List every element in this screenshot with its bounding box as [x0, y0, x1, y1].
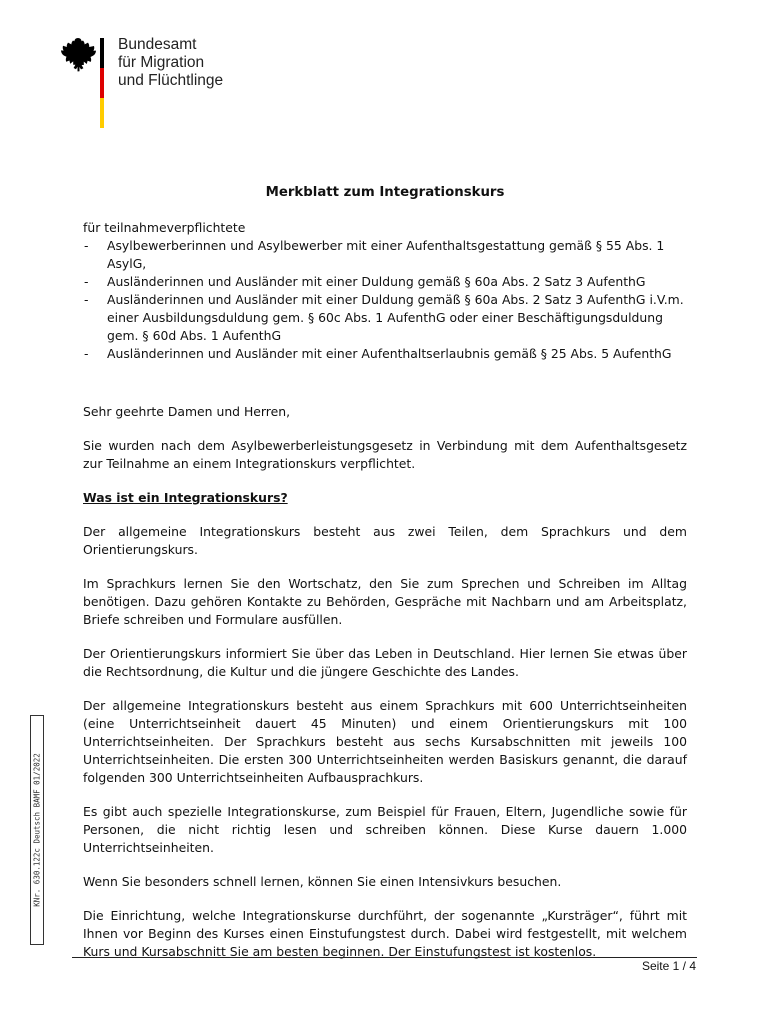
body-paragraph: Im Sprachkurs lernen Sie den Wortschatz, den Sie zum Sprechen und Schreiben im Alltag benötigen. Dazu gehören Kontakte zu Behörden, Gespräche mit Nachbarn und am Arbeitsplatz, Briefe schreiben und Formulare ausfüllen. — [83, 576, 687, 627]
list-item: - Ausländerinnen und Ausländer mit einer Duldung gemäß § 60a Abs. 2 Satz 3 AufenthG i.V.m. einer Ausbildungsduldung gem. § 60c Abs. 1 AufenthG oder einer Beschäftigungsduldung gem. § 60d Abs. 1 AufenthG — [83, 291, 687, 345]
section-heading: Was ist ein Integrationskurs? — [83, 490, 288, 505]
footer-divider — [72, 957, 697, 958]
flag-red-stripe — [100, 68, 104, 98]
body-paragraph: Die Einrichtung, welche Integrationskurse durchführt, der sogenannte „Kursträger“, führt mit Ihnen vor Beginn des Kurses einen Einstufungstest durch. Dabei wird festgestellt, mit welchem Kurs und Kursabschnitt Sie am besten beginnen. Der Einstufungstest ist kostenlos. — [83, 908, 687, 959]
flag-black-stripe — [100, 38, 104, 68]
body-paragraph: Es gibt auch spezielle Integrationskurse, zum Beispiel für Frauen, Eltern, Jugendliche sowie für Personen, die nicht richtig lesen und schreiben können. Diese Kurse dauern 1.000 Unterrichtseinheiten. — [83, 804, 687, 855]
salutation: Sehr geehrte Damen und Herren, — [83, 404, 291, 419]
form-code-box — [30, 715, 44, 945]
target-group-list — [83, 237, 687, 363]
logo-line: für Migration — [118, 54, 205, 71]
document-title: Merkblatt zum Integrationskurs — [265, 185, 505, 200]
body-paragraph: Der allgemeine Integrationskurs besteht aus zwei Teilen, dem Sprachkurs und dem Orientierungskurs. — [83, 524, 687, 557]
document-body — [83, 184, 687, 977]
federal-eagle-icon — [60, 36, 96, 76]
logo-line: Bundesamt — [118, 36, 197, 53]
flag-bar — [100, 38, 104, 128]
flag-gold-stripe — [100, 98, 104, 128]
form-code-text: KNr. 630.122c Deutsch BAMF 01/2022 — [32, 753, 42, 907]
list-item: - Asylbewerberinnen und Asylbewerber mit einer Aufenthaltsgestattung gemäß § 55 Abs. 1 AsylG, — [83, 237, 687, 273]
logo-wordmark — [118, 36, 223, 90]
body-paragraph: Der allgemeine Integrationskurs besteht aus einem Sprachkurs mit 600 Unterrichtseinheiten (eine Unterrichtseinheit dauert 45 Minuten) und einem Orientierungskurs mit 100 Unterrichtseinheiten. Der Sprachkurs besteht aus sechs Kursabschnitten mit jeweils 100 Unterrichtseinheiten. Die ersten 300 Unterrichtseinheiten werden Basiskurs genannt, die darauf folgenden 300 Unterrichtseinheiten Aufbausprachkurs. — [83, 698, 687, 785]
logo-line: und Flüchtlinge — [118, 72, 224, 89]
list-item: - Ausländerinnen und Ausländer mit einer Duldung gemäß § 60a Abs. 2 Satz 3 AufenthG — [83, 273, 687, 291]
intro-line: für teilnahmeverpflichtete — [83, 220, 246, 235]
page-number: Seite 1 / 4 — [641, 959, 696, 973]
body-paragraph: Der Orientierungskurs informiert Sie über das Leben in Deutschland. Hier lernen Sie etwas über die Rechtsordnung, die Kultur und die jüngere Geschichte des Landes. — [83, 646, 687, 679]
body-paragraph: Wenn Sie besonders schnell lernen, können Sie einen Intensivkurs besuchen. — [83, 874, 562, 889]
list-item: - Ausländerinnen und Ausländer mit einer Aufenthaltserlaubnis gemäß § 25 Abs. 5 AufenthG — [83, 345, 687, 363]
bamf-logo — [60, 36, 260, 136]
opening-paragraph: Sie wurden nach dem Asylbewerberleistungsgesetz in Verbindung mit dem Aufenthaltsgesetz zur Teilnahme an einem Integrationskurs verpflichtet. — [83, 438, 687, 471]
